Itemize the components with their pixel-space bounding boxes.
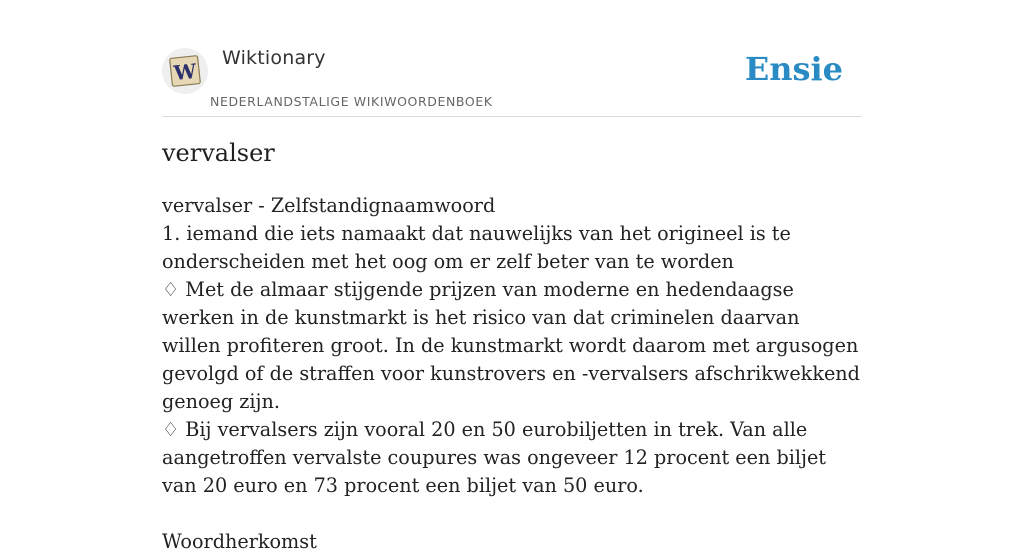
site-header — [162, 40, 862, 117]
section-heading-etymology: Woordherkomst — [162, 530, 317, 553]
site-subtitle: NEDERLANDSTALIGE WIKIWOORDENBOEK — [210, 94, 493, 109]
site-name[interactable]: Wiktionary — [222, 47, 326, 69]
entry-content — [162, 192, 862, 556]
svg-text:W: W — [172, 58, 198, 86]
spacer — [162, 500, 862, 528]
word-type: vervalser - Zelfstandignaamwoord — [162, 194, 496, 217]
definition: 1. iemand die iets namaakt dat nauwelijks van het origineel is te onderscheiden met het oog om er zelf beter van te worden — [162, 222, 791, 273]
example-sentence: ♢ Bij vervalsers zijn vooral 20 en 50 eurobiljetten in trek. Van alle aangetroffen vervalste coupures was ongeveer 12 procent een biljet van 20 euro en 73 procent een biljet van 50 euro. — [162, 418, 827, 497]
example-sentence: ♢ Met de almaar stijgende prijzen van moderne en hedendaagse werken in de kunstmarkt is het risico van dat criminelen daarvan willen profiteren groot. In de kunstmarkt wordt daarom met argusogen gevolgd of de straffen voor kunstrovers en -vervalsers afschrikwekkend genoeg zijn. — [162, 278, 860, 413]
logo-tile-graphic — [167, 53, 203, 89]
ensie-brand-link[interactable]: Ensie — [744, 50, 843, 88]
page-title: vervalser — [162, 139, 275, 167]
wiktionary-logo-icon[interactable] — [162, 48, 208, 94]
